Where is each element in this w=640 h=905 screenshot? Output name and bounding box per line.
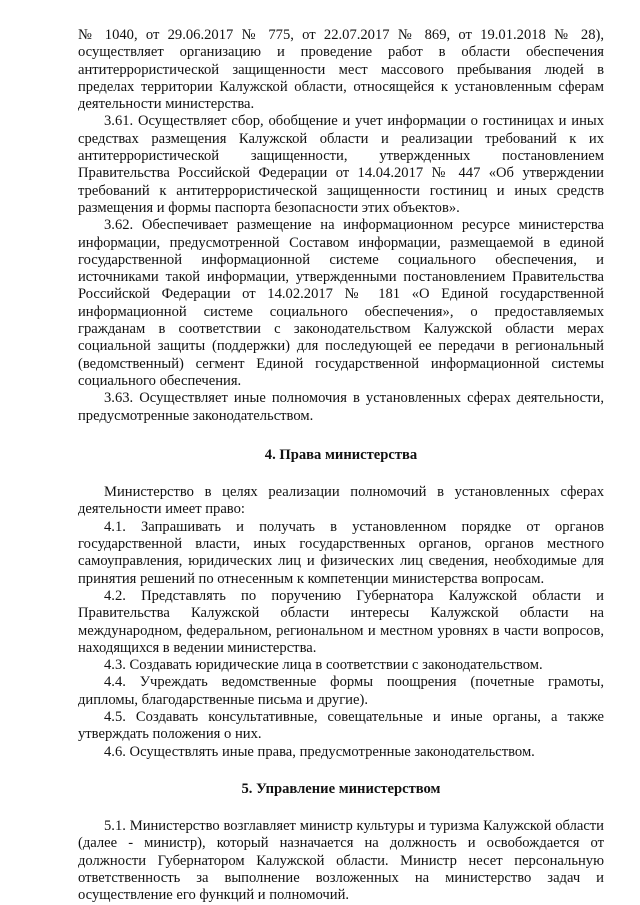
paragraph-5-1: 5.1. Министерство возглавляет министр культуры и туризма Калужской области (далее - министр), который назначается на должность и освобождается от должности Губернатором Калужской области. Министр несет персональную ответственность за выполнение возложенных на министерство задач и осуществление его функций и полномочий. <box>78 818 604 904</box>
section-4-heading: 4. Права министерства <box>264 446 418 463</box>
paragraph-3-63: 3.63. Осуществляет иные полномочия в установленных сферах деятельности, предусмотренные законодательством. <box>78 390 604 424</box>
paragraph-3-61: 3.61. Осуществляет сбор, обобщение и учет информации о гостиницах и иных средствах размещения Калужской области и реализации требований к их антитеррористической защищенности, утвержденных постановлением Правительства Российской Федерации от 14.04.2017 № 447 «Об утверждении требований к антитеррористической защищенности гостиниц и иных средств размещения и формы паспорта безопасности этих объектов». <box>78 113 604 216</box>
paragraph-4-6: 4.6. Осуществлять иные права, предусмотренные законодательством. <box>104 743 535 760</box>
paragraph-3-62: 3.62. Обеспечивает размещение на информационном ресурсе министерства информации, предусмотренной Составом информации, размещаемой в единой государственной информационной системе социального обеспечения, и источниками такой информации, утвержденными постановлением Правительства Российской Федерации от 14.02.2017 № 181 «О Единой государственной информационной системе социального обеспечения», о предоставляемых гражданам в соответствии с законодательством Калужской области мерах социальной защиты (поддержки) для последующей ее передачи в региональный (ведомственный) сегмент Единой государственной информационной системы социального обеспечения. <box>78 217 604 389</box>
paragraph-4-3: 4.3. Создавать юридические лица в соответствии с законодательством. <box>104 657 543 674</box>
paragraph-4-4: 4.4. Учреждать ведомственные формы поощрения (почетные грамоты, дипломы, благодарственные письма и другие). <box>78 674 604 708</box>
document-page <box>78 27 604 905</box>
section-5-heading: 5. Управление министерством <box>241 780 441 797</box>
section-4-intro: Министерство в целях реализации полномочий в установленных сферах деятельности имеет право: <box>78 484 604 518</box>
paragraph-4-2: 4.2. Представлять по поручению Губернатора Калужской области и Правительства Калужской области интересы Калужской области на международном, федеральном, региональном и местном уровнях в части вопросов, находящихся в ведении министерства. <box>78 587 604 656</box>
paragraph-4-5: 4.5. Создавать консультативные, совещательные и иные органы, а также утверждать положения о них. <box>78 708 604 743</box>
paragraph-4-1: 4.1. Запрашивать и получать в установленном порядке от органов государственной власти, иных государственных органов, органов местного самоуправления, юридических лиц и физических лиц сведения, необходимые для принятия решений по отнесенным к компетенции министерства вопросам. <box>78 518 604 587</box>
paragraph-3-60-continued: № 1040, от 29.06.2017 № 775, от 22.07.2017 № 869, от 19.01.2018 № 28), осуществляет организацию и проведение работ в области обеспечения антитеррористической защищенности мест массового пребывания людей в пределах территории Калужской области, относящейся к установленным сферам деятельности министерства. <box>78 27 604 113</box>
